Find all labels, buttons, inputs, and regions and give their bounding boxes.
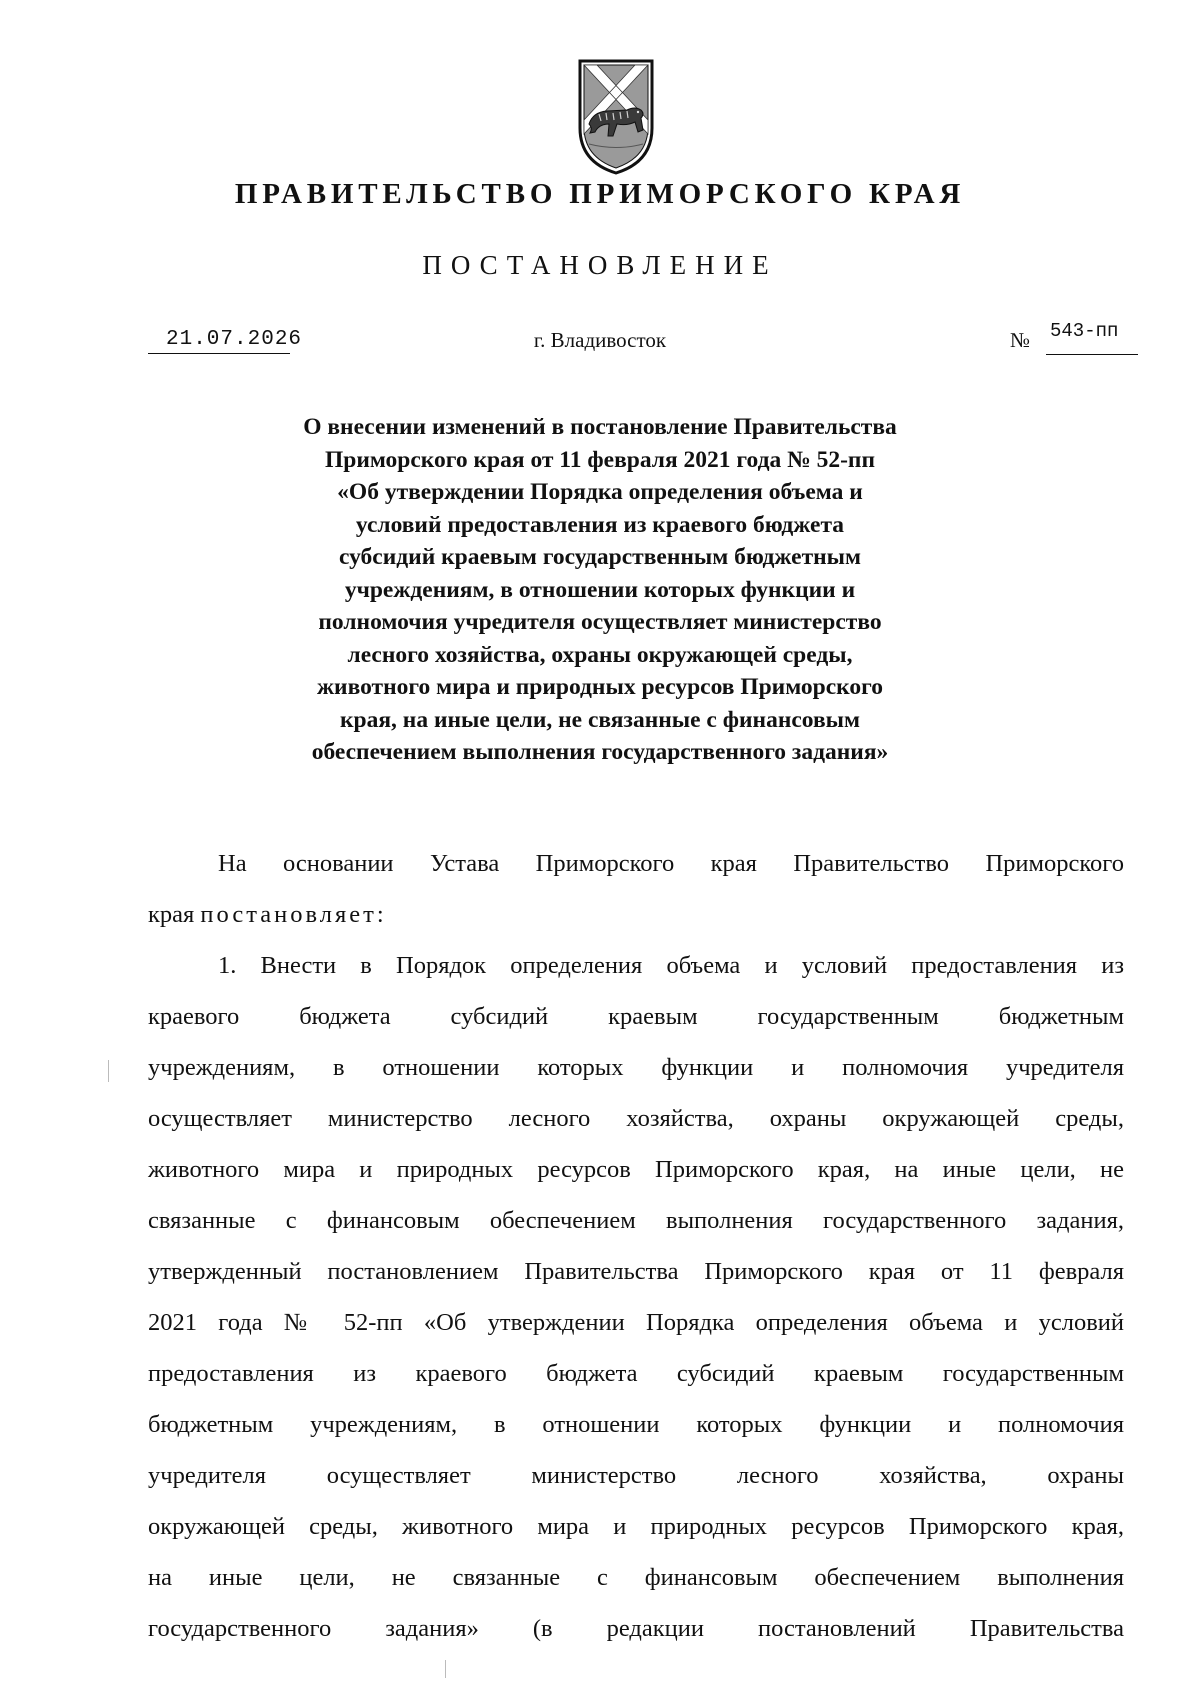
body-line: на иные цели, не связанные с финансовым обеспечением выполнения — [148, 1564, 1124, 1591]
title-line: лесного хозяйства, охраны окружающей среды, — [347, 641, 853, 668]
title-line: полномочия учредителя осуществляет министерство — [318, 609, 882, 635]
body-line: утвержденный постановлением Правительства Приморского края от 11 февраля — [148, 1258, 1124, 1285]
body-line: учреждениям, в отношении которых функции и полномочия учредителя — [148, 1054, 1124, 1081]
document-number: 543-пп — [1046, 320, 1138, 355]
body-line: государственного задания» (в редакции постановлений Правительства — [148, 1615, 1124, 1642]
body-line: учредителя осуществляет министерство лесного хозяйства, охраны — [148, 1462, 1124, 1489]
body-line: осуществляет министерство лесного хозяйства, охраны окружающей среды, — [148, 1105, 1124, 1132]
scan-artifact — [108, 1060, 109, 1082]
title-line: края, на иные цели, не связанные с финансовым — [339, 706, 861, 733]
body-line: животного мира и природных ресурсов Приморского края, на иные цели, не — [148, 1156, 1124, 1183]
body-line: 2021 года № 52-пп «Об утверждении Порядка определения объема и условий — [148, 1309, 1124, 1336]
body-line: краевого бюджета субсидий краевым государственным бюджетным — [148, 1003, 1124, 1030]
title-line: субсидий краевым государственным бюджетным — [338, 544, 862, 570]
title-line: учреждениям, в отношении которых функции и — [344, 576, 856, 603]
title-line: «Об утверждении Порядка определения объема и — [337, 479, 863, 505]
title-line: условий предоставления из краевого бюджета — [355, 511, 845, 538]
document-body — [148, 838, 1124, 1654]
title-line: Приморского края от 11 февраля 2021 года № 52-пп — [324, 446, 876, 473]
document-type: ПОСТАНОВЛЕНИЕ — [422, 250, 778, 280]
coat-of-arms-icon — [577, 58, 655, 176]
document-title — [160, 411, 1040, 769]
scan-artifact — [445, 1660, 446, 1678]
preamble-text: края — [148, 901, 201, 928]
organization-name: ПРАВИТЕЛЬСТВО ПРИМОРСКОГО КРАЯ — [234, 178, 966, 210]
body-line: предоставления из краевого бюджета субсидий краевым государственным — [148, 1360, 1124, 1387]
document-city: г. Владивосток — [533, 328, 667, 352]
body-line: окружающей среды, животного мира и природных ресурсов Приморского края, — [148, 1513, 1124, 1540]
body-line: связанные с финансовым обеспечением выполнения государственного задания, — [148, 1207, 1124, 1234]
title-line: животного мира и природных ресурсов Приморского — [317, 674, 883, 700]
body-line: бюджетным учреждениям, в отношении которых функции и полномочия — [148, 1411, 1124, 1438]
preamble-verb: постановляет: — [200, 901, 387, 928]
number-sign: № — [1010, 328, 1031, 352]
title-line: обеспечением выполнения государственного задания» — [311, 739, 889, 765]
title-line: О внесении изменений в постановление Правительства — [303, 414, 897, 440]
preamble-line — [148, 889, 1124, 940]
preamble-line: На основании Устава Приморского края Правительство Приморского — [218, 850, 1124, 877]
body-line: 1. Внести в Порядок определения объема и условий предоставления из — [218, 952, 1124, 979]
document-date: 21.07.2026 — [148, 327, 290, 354]
